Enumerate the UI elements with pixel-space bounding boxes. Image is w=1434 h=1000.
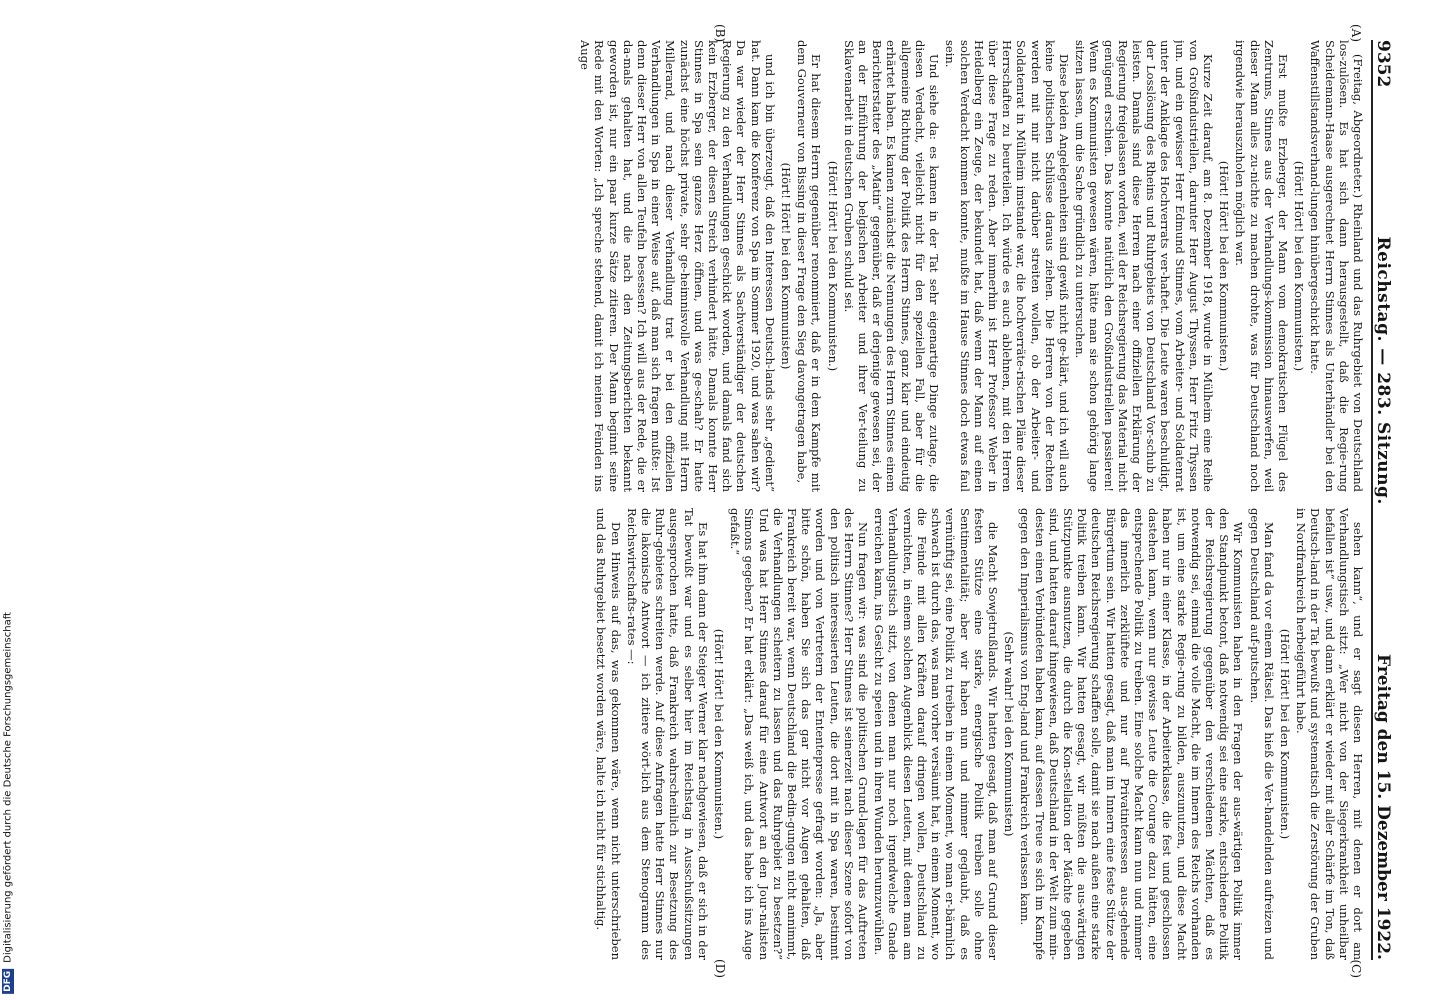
left-column: [31, 40, 1365, 492]
marker-a: (A): [1349, 24, 1363, 43]
paragraph: und ich bin überzeugt, daß den Interessen Deutsch-lands sehr „gedient“ hat. Dann kam die Konferenz von Spa im Sommer 1920, und was sahen wir? Da war wieder der Herr Stinnes als Sachverständiger der deutschen Regierung zu den Verhandlungen geschickt worden, und damals fand sich kein Erzberger, der diesen Streich verhindert hätte. Damals konnte Herr Stinnes in Spa sein ganzes Herz öffnen, und was ge-schah? Er hatte zunächst eine höchst private, sehr ge-heimnisvolle Verhandlung mit Herrn Millerand, und nach dieser Verhandlung trat er bei den offiziellen Verhandlungen in Spa in einer Weise auf, daß man sich fragen mußte: Ist denn dieser Herr von allen Teufeln besessen? Ich will aus der Rede, die er da-mals gehalten hat, und die nach den Zeitungsberichten bekannt geworden ist, nur ein paar kurze Sätze zitieren. Der Mann beginnt seine Rede mit den Worten: „Ich spreche stehend, damit ich meinen Feinden ins Auge: [578, 40, 777, 492]
paragraph: Diese beiden Angelegenheiten sind gewiß nicht ge-klärt, und ich will auch keine politischen Schlüsse daraus ziehen. Die Herren von der Rechten werden mit mir nicht darüber streiten wollen, ob der Arbeiter- und Soldatenrat in Mülheim imstande war, die hochverräte-rischen Pläne dieser Herrschaften zu beurteilen. Ich würde es auch ablehnen, mit den Herren über diese Frage zu reden. Aber immerhin ist Herr Professor Weber in Heidelberg ein Zeuge, der bekundet hat, daß wenn der Mann auf einen solchen Verdacht kommen konnte, mußte im Hause Stinnes doch etwas faul sein.: [943, 40, 1071, 492]
rotated-document: [17, 20, 1417, 980]
header-title: Reichstag. — 283. Sitzung.: [1373, 236, 1393, 505]
marker-b: (B): [713, 24, 727, 43]
paragraph: Und siehe da: es kamen in der Tat sehr eigenartige Dinge zutage, die diesen Verdacht, vielleicht nicht für den speziellen Fall, aber für die allgemeine Richtung der Politik des Herrn Stinnes, ganz klar und eindeutig erhärtet haben. Es kamen zunächst die Nennungen des Herrn Stinnes einem Berichterstatter des „Matin“ gegenüber, daß er derjenige gewesen sei, der an der Einführung der belgischen Arbeiter und ihrer Ver-teilung zu Sklavenarbeit in deutschen Gruben schuld sei.: [841, 40, 942, 492]
header-date: Freitag den 15. Dezember 1922.: [1373, 654, 1393, 960]
paragraph: (Sehr wahr! bei den Kommunisten): [1002, 631, 1017, 837]
marker-d: (D): [713, 959, 727, 978]
digitization-text: Digitalisierung gefördert durch die Deutsche Forschungsgemeinschaft: [2, 612, 14, 963]
page-header: [1371, 40, 1403, 960]
paragraph: Erst mußte Erzberger, der Mann vom demokratischen Flügel des Zentrums, Stinnes aus der Verhandlungs-kommission hinauswerfen, weil dieser Mann alles zu-nichte zu machen drohte, was für Deutschland noch irgendwie herauszuholen möglich war.: [1233, 40, 1290, 492]
paragraph: (Hört! Hört! bei den Kommunisten): [779, 162, 794, 370]
dfg-logo: DFG: [3, 970, 13, 992]
paragraph: (Hört! Hört! bei den Kommunisten.): [1217, 160, 1232, 372]
paragraph: Kurze Zeit darauf, am 8. Dezember 1918, wurde in Mülheim eine Reihe von Großindustriellen, darunter Herr August Thyssen, Herr Fritz Thyssen jun. und ein gewisser Herr Edmund Stinnes, vom Arbeiter- und Soldatenrat unter der Anklage des Hochverrats ver-haftet. Die Leute waren beschuldigt, der Losslösung des Rheins und Ruhrgebiets von Deutschland Vor-schub zu leisten. Damals sind diese Herren nach einer offiziellen Erklärung der Regierung freigelassen worden, weil der Reichsregierung das Material nicht genügend erschien. Das konnte natürlich den Großindustriellen passieren! Wenn es Kommunisten gewesen wären, hätte man sie schon gehörig lange sitzen lassen, um die Sache gründlich zu untersuchen.: [1073, 40, 1215, 492]
right-column: [31, 508, 1365, 960]
paragraph: Man fand da vor einem Rätsel. Das hieß die Ver-handelnden aufreizen und gegen Deutschland auf-putschen.: [1247, 508, 1276, 960]
paragraph: die Macht Sowjetrußlands. Wir hatten gesagt, daß man auf Grund dieser festen Stütze eine starke, energische Politik treiben solle ohne Sentimentalität; aber wir haben nun und nimmer geglaubt, daß es vernünftig sei, eine Politik zu treiben in einem Moment, wo man er-bärmlich schwach ist durch das, was man vorher versäumt hat, in einem Moment, wo die Feinde mit allen Kräften darauf dringen wollen, Deutschland zu vernichten, in einem solchen Augenblick diesen Leuten, mit denen man am Verhandlungstisch sitzt, von denen man nur noch irgendwelche Gnade erreichen kann, ins Gesicht zu speien und in ihren Wunden herumzuwühlen.: [872, 508, 1000, 960]
paragraph: Es hat ihm dann der Steiger Werner klar nachgewiesen, daß er sich in der Tat bewußt war und es selber hier im Reichstag in Ausschußsitzungen ausgesprochen hatte, daß Frankreich wahrscheinlich zur Besetzung des Ruhr-gebietes schreiten werde. Auf diese Anfragen hatte Herr Stinnes nur die lakonische Antwort — ich zitiere wört-lich aus dem Stenogramm des Reichswirtschafts-rates —:: [624, 508, 710, 960]
page-number: 9352: [1373, 40, 1393, 88]
paragraph: (Hört! Hört! bei den Kommunisten.): [712, 628, 727, 840]
paragraph: Wir Kommunisten haben in den Fragen der aus-wärtigen Politik immer den Standpunkt betont, daß notwendig sei eine starke, entschiedene Politik der Reichsregierung gegenüber den verschiedenen Mächten, daß es notwendig sei, einmal die volle Macht, die im Innern des Reichs vorhanden ist, um eine starke Regie-rung zu bilden, auszunutzen, und diese Macht haben nur in einer Klasse, in der Arbeiterklasse, die fest und geschlossen dastehen kann, wenn nur gewisse Leute die Courage dazu hätten, eine entsprechende Politik zu treiben. Eine solche Macht kann nun und nimmer das innerlich zerklüftete und nur auf Privatinteressen aus-gehende Bürgertum sein. Wir hatten gesagt, daß man im Innern eine feste Stütze der deutschen Reichsregierung schaffen solle, damit sie nach außen eine starke Politik treiben kann. Wir hatten gesagt, wir müßten die aus-wärtigen Stützpunkte ausnutzen, die durch die Kon-stellation der Mächte gegeben sind, und hatten darauf hingewiesen, daß Deutschland in der Welt zum min-desten einen Verbündeten haben kann, auf dessen Treue es sich im Kampfe gegen den Imperialismus von Eng-land und Frankreich verlassen kann.: [1018, 508, 1246, 960]
paragraph: (Freitag, Abgeordneter.) Rheinland und das Ruhrgebiet von Deutschland los-zulösen. Es hat sich dann herausgestellt, daß die Regie-rung Scheidemann-Haase ausgerechnet Herrn Stinnes als Unterhändler bei den Waffenstillstandsverhand-lungen hinübergeschickt hatte.: [1308, 40, 1365, 492]
paragraph: Nun fragen wir: was sind die politischen Grund-lagen für das Auftreten des Herrn Stinnes? Herr Stinnes ist seinerzeit nach dieser Szene sofort von den politisch interessierten Leuten, die dort mit in Spa waren, bestimmt worden und von Vertretern der Ententepresse gefragt worden: „Ja, aber bitte schön, haben Sie sich das gar nicht vor Augen gehalten, daß Frankreich bereit war, wenn Deutschland die Bedin-gungen nicht annimmt, die Verhandlungen scheitern zu lassen und das Ruhrgebiet zu besetzen?“ Und was hat Herr Stinnes darauf für eine Antwort an den Jour-nalisten Simons gegeben? Er hat erklärt: „Das weiß ich, und das habe ich ins Auge gefaßt.“: [728, 508, 871, 960]
text-columns: [31, 40, 1365, 960]
marker-c: (C): [1349, 959, 1363, 978]
paragraph: Den Hinweis auf das, was gekommen wäre, wenn nicht unterschrieben und das Ruhrgebiet besetzt worden wäre, halte ich nicht für stichhaltig.: [594, 508, 623, 960]
paragraph: (Hört! Hört! bei den Kommunisten.): [825, 160, 840, 372]
digitization-note: [2, 612, 14, 994]
paragraph: Er hat diesem Herrn gegenüber renommiert, daß er in dem Kampfe mit dem Gouverneur von Bissing in dieser Frage den Sieg davongetragen habe,: [795, 40, 824, 492]
paragraph: (Hört! Hört! bei den Kommunisten.): [1277, 628, 1292, 840]
paragraph: sehen kann“, und er sagt diesen Herren, mit denen er dort am Verhandlungstisch sitzt: „Wer nicht von der Siegerkrankheit unheilbar befallen ist“ usw., und dann erklärt er wieder mit aller Schärfe im Ton, daß Deutsch-land in der Tat bewußt und systematisch die Zerstörung der Gruben in Nordfrankreich herbeigeführt habe.: [1294, 508, 1365, 960]
paragraph: (Hört! Hört! bei den Kommunisten.): [1292, 160, 1307, 372]
